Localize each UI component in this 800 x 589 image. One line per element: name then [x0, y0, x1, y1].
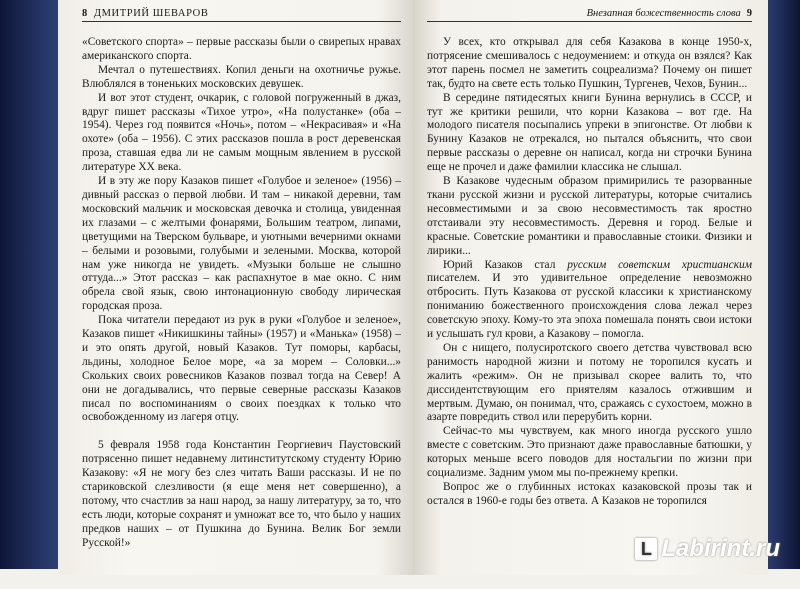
- right-page-number: 9: [746, 8, 752, 19]
- right-page: [413, 0, 768, 575]
- paragraph-start: Юрий Казаков стал: [443, 258, 568, 271]
- watermark-text: Labirint.ru: [661, 535, 780, 562]
- paragraph-end: писателем. И это удивительное определение невозможно отбросить. Путь Казакова от русской классики к христианскому пониманию божественного происхождения слова лежал через советскую эпоху. Кому-то эта эпоха помешала понять свои истоки и услышать гул крови, а Казакову – помогла.: [427, 272, 752, 341]
- paragraph: В середине пятидесятых книги Бунина вернулись в СССР, и тут же критики решили, что корни Казакова – вот где. На молодого писателя посыпались упреки в эпигонстве. От любви к Бунину Казаков не отрекался, но пытался объяснить, что свои первые рассказы о деревне он написал, когда ни строчки Бунина еще не прочел и даже фамилии классика не слышал.: [427, 91, 752, 174]
- left-running-title: ДМИТРИЙ ШЕВАРОВ: [93, 8, 209, 19]
- labirint-watermark: [635, 535, 780, 563]
- left-body-text: [82, 36, 401, 551]
- left-running-head: [82, 8, 401, 22]
- paragraph: «Советского спорта» – первые рассказы были о свирепых нравах американского спорта.: [82, 36, 401, 62]
- paragraph: 5 февраля 1958 года Константин Георгиевич Паустовский потрясенно пишет недавнему литинститутскому студенту Юрию Казакову: «Я не могу без слез читать Ваши рассказы. И не по стариковской слезливости (я еще меня нет совершенно), а потому, что счастлив за наш народ, за нашу литературу, за то, что есть люди, которые сохранят и умножат все то, что было у наших предков наших – от Пушкина до Бунина. Велик Бог земли Русской!»: [82, 439, 401, 549]
- left-page: [58, 0, 413, 575]
- paragraph: У всех, кто открывал для себя Казакова в конце 1950-х, потрясение смешивалось с недоумением: и откуда он взялся? Как этот парень посмел не заметить соцреализма? Почему он пишет так, будто на свете есть только Пушкин, Тургенев, Чехов, Бунин...: [427, 36, 752, 90]
- italic-phrase: русским советским христианским: [567, 258, 752, 271]
- paragraph: Он с нищего, полусиротского своего детства чувствовал всю ранимость народной жизни и потому не торопился кусать и жалить «режим». Он не призывал скорее валить то, что диссидентствующим его приятелям казалось отжившим и мертвым. Думаю, он понимал, что, сражаясь с сухостоем, можно в азарте повредить ствол или перерубить корни.: [427, 341, 752, 424]
- right-body-text: [427, 36, 752, 509]
- paragraph: В Казакове чудесным образом примирились те разорванные ткани русской жизни и русской литературы, которые считались несовместимыми и за свою несовместимость так яростно отстаивали эту несовместимость. Деревня и город. Белые и красные. Советские романтики и православные стоики. Физики и лирики...: [427, 175, 752, 257]
- right-running-head: [427, 8, 752, 22]
- right-running-title: Внезапная божественность слова: [586, 8, 741, 19]
- paragraph: Мечтал о путешествиях. Копил деньги на охотничье ружье. Влюблялся в тоненьких московских девушек.: [82, 63, 401, 90]
- paragraph: [427, 259, 752, 342]
- paragraph: И вот этот студент, очкарик, с головой погруженный в джаз, вдруг пишет рассказы «Тихое утро», «На полустанке» (оба – 1954). Через год появится «Ночь», потом – «Некрасивая» и «На охоте» (оба – 1956). С этих рассказов пошла в рост деревенская проза, ставшая едва ли не самым мощным явлением в русской литературе XX века.: [82, 91, 401, 174]
- book-cover-left-edge: [0, 0, 60, 589]
- paragraph: Пока читатели передают из рук в руки «Голубое и зеленое», Казаков пишет «Никишкины тайны» (1957) и «Манька» (1958) – и это опять другой, новый Казаков. Тут поморы, карбасы, льдины, холодное Белое море, «а за морем – Соловки...» Скольких своих ровесников Казаков позвал тогда на Север! А они не догадывались, что первые северные рассказы Казаков писал по воспоминаниям о своих поездках к только что освобожденному из лагеря отцу.: [82, 314, 401, 424]
- labirint-logo-icon: L: [635, 538, 657, 560]
- paragraph: Сейчас-то мы чувствуем, как много иногда русского ушло вместе с советским. Это признают даже православные батюшки, у которых меньше всего поводов для ностальгии по жизни при социализме. Задним умом мы по-прежнему крепки.: [427, 425, 752, 480]
- paragraph: Вопрос же о глубинных истоках казаковской прозы так и остался в 1960-е годы без ответа. А Казаков не торопился: [427, 481, 752, 507]
- left-page-number: 8: [82, 8, 88, 19]
- paragraph: И в эту же пору Казаков пишет «Голубое и зеленое» (1956) – дивный рассказ о первой любви. И там – никакой деревни, там московский мальчик и московская девочка и столица, увиденная их глазами – с желтыми фонарями, Большим театром, липами, цветущими на Тверском бульваре, и уютными вечерними окнами – белыми и розовыми, голубыми и зелеными. Москва, которой нам уже никогда не увидеть. «Музыки больше не слышно оттуда...» Этот рассказ – как распахнутое в мае окно. С ним обрела свой язык, свою интонационную свободу лирическая городская проза.: [82, 175, 401, 313]
